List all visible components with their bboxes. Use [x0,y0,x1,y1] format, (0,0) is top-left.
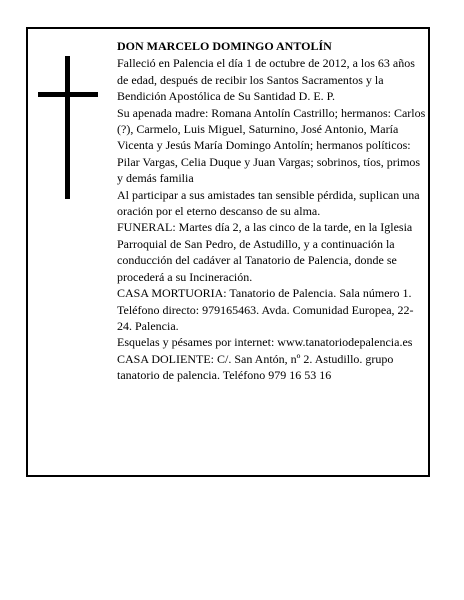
family-home-details: CASA DOLIENTE: C/. San Antón, nº 2. Astudillo. grupo tanatorio de palencia. Teléfono 979 16 53 16 [117,351,394,383]
notice-text [117,38,427,384]
family-list: Su apenada madre: Romana Antolín Castrillo; hermanos: Carlos (?), Carmelo, Luis Miguel, Saturnino, José Antonio, María Vicenta y Jesús María Domingo Antolín; hermanos políticos: Pilar Vargas, Celia Duque y Juan Vargas; sobrinos, tíos, primos y demás familia [117,105,426,186]
funeral-details: FUNERAL: Martes día 2, a las cinco de la tarde, en la Iglesia Parroquial de San Pedro, de Astudillo, y a continuación la conducción del cadáver al Tanatorio de Palencia, donde se procederá a su Incineración. [117,220,413,284]
internet-condolences: Esquelas y pésames por internet: www.tanatoriodepalencia.es [117,335,413,350]
obituary-notice [26,27,430,477]
prayer-request: Al participar a sus amistades tan sensible pérdida, suplican una oración por el eterno descanso de su alma. [117,187,420,219]
death-announcement: Falleció en Palencia el día 1 de octubre de 2012, a los 63 años de edad, después de recibir los Santos Sacramentos y la Bendición Apostólica de Su Santidad D. E. P. [117,56,415,104]
mortuary-details: CASA MORTUORIA: Tanatorio de Palencia. Sala número 1. Teléfono directo: 979165463. Avda. Comunidad Europea, 22-24. Palencia. [117,286,414,333]
cross-icon [38,56,98,199]
deceased-name: DON MARCELO DOMINGO ANTOLÍN [117,39,332,53]
